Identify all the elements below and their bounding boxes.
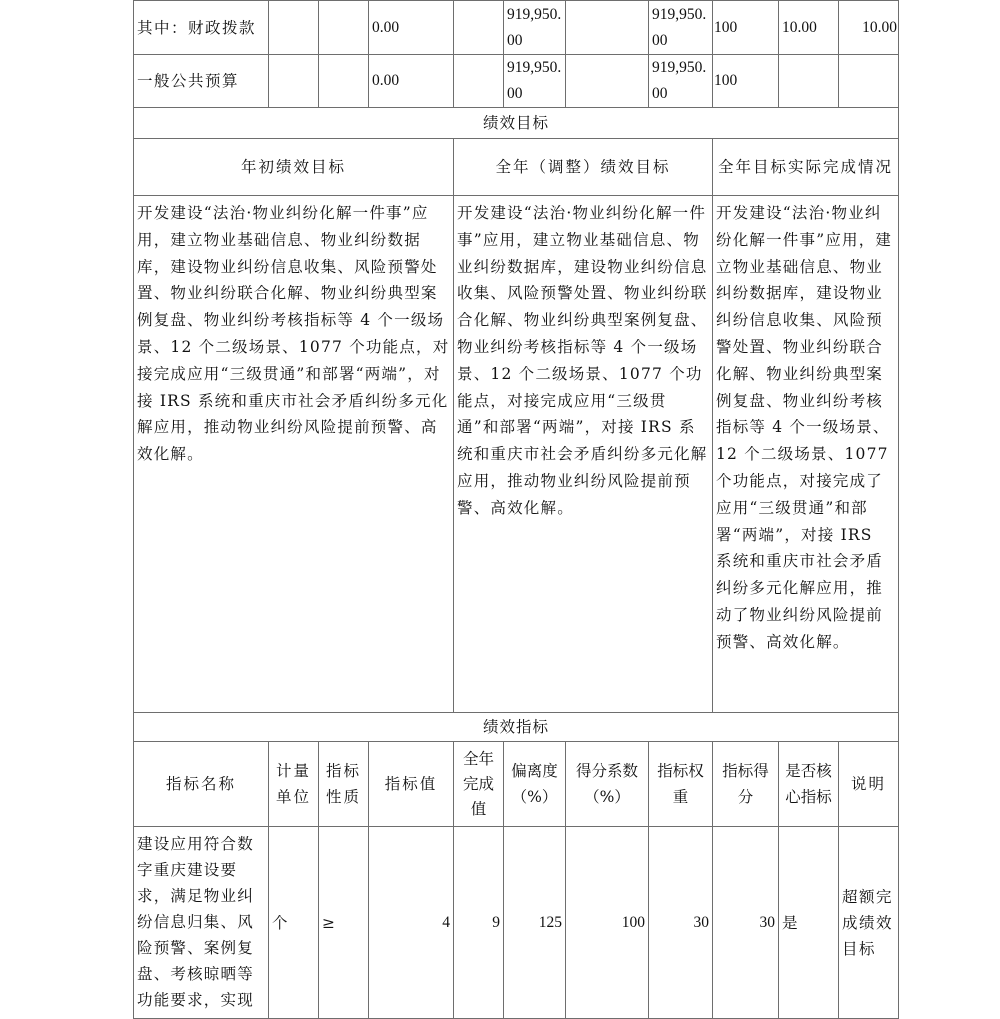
- header-unit: 计量单位: [269, 742, 319, 827]
- indicator-score-coef: 100: [566, 827, 649, 1019]
- initial-goal-text: 开发建设“法治·物业纠纷化解一件事”应用，建立物业基础信息、物业纠纷数据库，建设物业纠纷信息收集、风险预警处置、物业纠纷联合化解、物业纠纷典型案例复盘、物业纠纷考核指标等 4 个一级场景、12 个二级场景、1077 个功能点，对接完成应用“三级贯通”和部署“两端”，对接 IRS 系统和重庆市社会矛盾纠纷多元化解应用，推动物业纠纷风险提前预警、高效化解。: [134, 196, 454, 713]
- funding-cell: [269, 1, 319, 55]
- indicator-value: 4: [369, 827, 454, 1019]
- header-nature: 指标性质: [319, 742, 369, 827]
- initial-goal-header: 年初绩效目标: [134, 139, 454, 196]
- indicator-annual-done: 9: [454, 827, 504, 1019]
- header-indicator-name: 指标名称: [134, 742, 269, 827]
- funding-cell: 919,950.00: [504, 1, 566, 55]
- funding-cell: [839, 55, 899, 108]
- goals-header-row: [134, 139, 899, 196]
- header-note: 说明: [839, 742, 899, 827]
- funding-cell: 100: [713, 1, 779, 55]
- funding-cell: [566, 55, 649, 108]
- funding-cell: 919,950.00: [504, 55, 566, 108]
- indicator-name: 建设应用符合数字重庆建设要求，满足物业纠纷信息归集、风险预警、案例复盘、考核晾晒等功能要求，实现: [134, 827, 269, 1019]
- funding-cell: [319, 1, 369, 55]
- indicator-score: 30: [713, 827, 779, 1019]
- funding-cell: 0.00: [369, 55, 454, 108]
- actual-completion-text: 开发建设“法治·物业纠纷化解一件事”应用，建立物业基础信息、物业纠纷数据库，建设物业纠纷信息收集、风险预警处置、物业纠纷联合化解、物业纠纷典型案例复盘、物业纠纷考核指标等 4 个一级场景、12 个二级场景、1077 个功能点，对接完成了应用“三级贯通”和部署“两端”，对接 IRS 系统和重庆市社会矛盾纠纷多元化解应用，推动了物业纠纷风险提前预警、高效化解。: [713, 196, 899, 713]
- indicators-section-title: 绩效指标: [134, 713, 899, 742]
- indicators-header-row: [134, 742, 899, 827]
- funding-row: [134, 1, 899, 55]
- indicator-row: [134, 827, 899, 1019]
- indicators-section-row: [134, 713, 899, 742]
- funding-cell: [454, 1, 504, 55]
- goals-section-row: [134, 108, 899, 139]
- header-score: 指标得分: [713, 742, 779, 827]
- funding-cell: 0.00: [369, 1, 454, 55]
- adjusted-goal-header: 全年（调整）绩效目标: [454, 139, 713, 196]
- funding-label: 其中：财政拨款: [134, 1, 269, 55]
- header-core: 是否核心指标: [779, 742, 839, 827]
- funding-cell: 10.00: [779, 1, 839, 55]
- indicator-nature: ≥: [319, 827, 369, 1019]
- indicator-unit: 个: [269, 827, 319, 1019]
- indicator-deviation: 125: [504, 827, 566, 1019]
- funding-cell: [566, 1, 649, 55]
- funding-cell: 919,950.00: [649, 55, 713, 108]
- header-score-coef: 得分系数（%）: [566, 742, 649, 827]
- goals-section-title: 绩效目标: [134, 108, 899, 139]
- funding-cell: 10.00: [839, 1, 899, 55]
- funding-cell: 919,950.00: [649, 1, 713, 55]
- header-deviation: 偏离度（%）: [504, 742, 566, 827]
- funding-cell: [454, 55, 504, 108]
- header-weight: 指标权重: [649, 742, 713, 827]
- funding-cell: [319, 55, 369, 108]
- header-annual-done: 全年完成值: [454, 742, 504, 827]
- indicator-weight: 30: [649, 827, 713, 1019]
- indicator-note: 超额完成绩效目标: [839, 827, 899, 1019]
- funding-cell: [779, 55, 839, 108]
- indicator-core: 是: [779, 827, 839, 1019]
- funding-label: 一般公共预算: [134, 55, 269, 108]
- header-indicator-value: 指标值: [369, 742, 454, 827]
- adjusted-goal-text: 开发建设“法治·物业纠纷化解一件事”应用，建立物业基础信息、物业纠纷数据库，建设物业纠纷信息收集、风险预警处置、物业纠纷联合化解、物业纠纷典型案例复盘、物业纠纷考核指标等 4 个一级场景、12 个二级场景、1077 个功能点，对接完成应用“三级贯通”和部署“两端”，对接 IRS 系统和重庆市社会矛盾纠纷多元化解应用，推动物业纠纷风险提前预警、高效化解。: [454, 196, 713, 713]
- actual-completion-header: 全年目标实际完成情况: [713, 139, 899, 196]
- funding-row: [134, 55, 899, 108]
- funding-cell: [269, 55, 319, 108]
- goals-content-row: [134, 196, 899, 713]
- performance-report-table: [133, 0, 899, 1019]
- funding-cell: 100: [713, 55, 779, 108]
